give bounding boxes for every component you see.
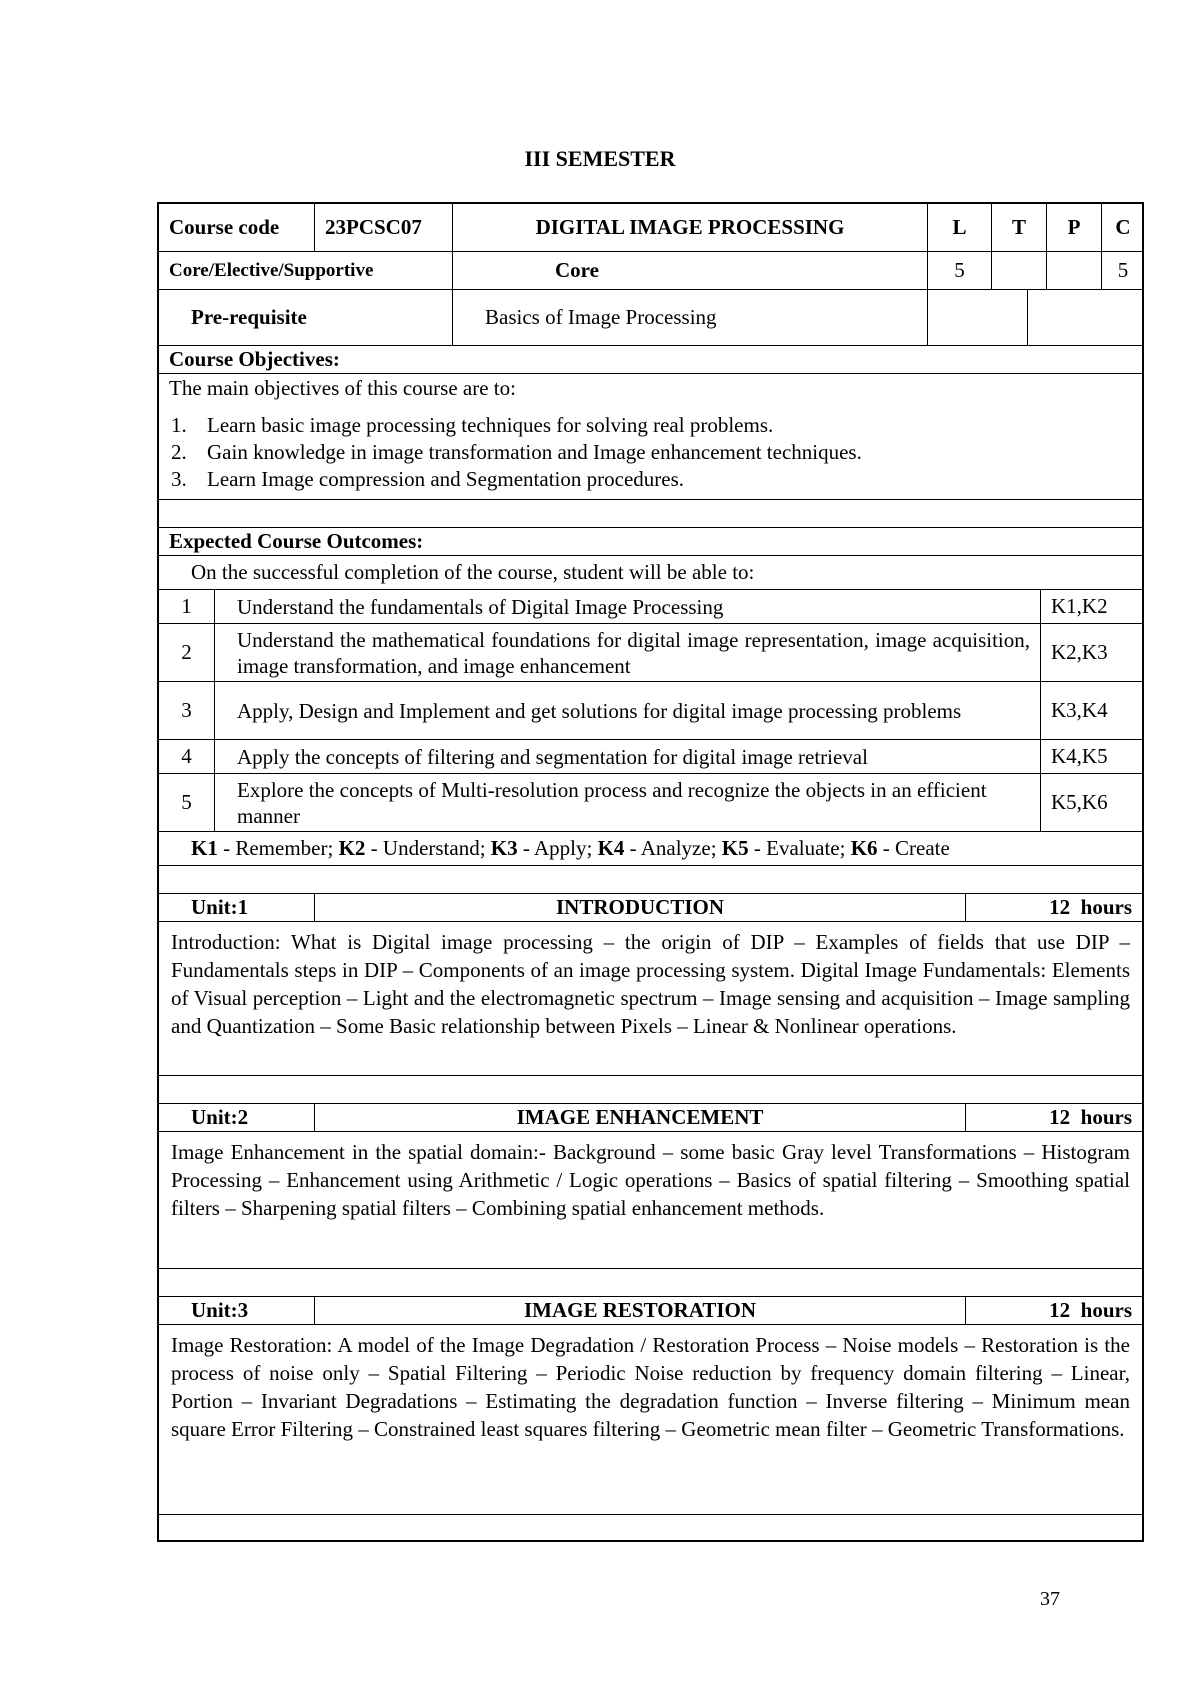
credit-l: 5 <box>927 252 991 289</box>
unit-content: Introduction: What is Digital image processing – the origin of DIP – Examples of fields that use DIP – Fundamentals steps in DIP – Components of an image processing system. Digital Image Fundamentals: Elements of Visual perception – Light and the electromagnetic spectrum – Image sensing and acquisition – Image sampling and Quantization – Some Basic relationship between Pixels – Linear & Nonlinear operations. <box>171 930 1130 1038</box>
knowledge-legend-row <box>159 832 1142 866</box>
legend-key: K2 <box>338 836 366 860</box>
outcome-row <box>159 590 1142 624</box>
page-heading: III SEMESTER <box>524 146 676 171</box>
legend-label: - Evaluate; <box>748 836 851 860</box>
outcome-text: Apply, Design and Implement and get solutions for digital image processing problems <box>237 698 962 723</box>
outcome-number: 4 <box>181 744 192 768</box>
knowledge-legend <box>159 832 1142 865</box>
unit-hours: 12 hours <box>965 894 1144 921</box>
objective-number: 3. <box>171 467 187 491</box>
unit-content: Image Restoration: A model of the Image Degradation / Restoration Process – Noise models – Restoration is the process of noise only – Spatial Filtering – Periodic Noise reduction by frequency domain filtering – Linear, Portion – Invariant Degradations – Estimating the degradation function – Inverse filtering – Minimum mean square Error Filtering – Constrained least squares filtering – Geometric mean filter – Geometric Transformations. <box>171 1333 1130 1441</box>
unit-title: IMAGE ENHANCEMENT <box>314 1104 965 1131</box>
prerequisite-blank-1 <box>927 290 1027 345</box>
syllabus-table <box>157 202 1144 1542</box>
legend-key: K1 <box>191 836 218 860</box>
outcome-number: 3 <box>181 698 192 722</box>
objective-text: Gain knowledge in image transformation and Image enhancement techniques. <box>207 440 862 464</box>
outcome-number: 2 <box>181 640 192 664</box>
category-value: Core <box>452 252 927 289</box>
outcome-knowledge-level: K2,K3 <box>1040 624 1144 681</box>
outcome-knowledge-level: K4,K5 <box>1040 740 1144 773</box>
outcome-text: Understand the mathematical foundations for digital image representation, image acquisition, image transformation, and image enhancement <box>237 627 1030 678</box>
unit-content: Image Enhancement in the spatial domain:- Background – some basic Gray level Transformations – Histogram Processing – Enhancement using Arithmetic / Logic operations – Basics of spatial filtering – Smoothing spatial filters – Sharpening spatial filters – Combining spatial enhancement methods. <box>171 1140 1130 1220</box>
outcome-row <box>159 774 1142 832</box>
course-code-label: Course code <box>169 215 280 239</box>
outcomes-heading-row <box>159 528 1142 556</box>
legend-key: K4 <box>597 836 625 860</box>
objective-text: Learn Image compression and Segmentation procedures. <box>207 467 685 491</box>
unit-content-row <box>159 1132 1142 1269</box>
unit-header-row <box>159 1297 1142 1325</box>
legend-label: - Create <box>877 836 950 860</box>
category-label: Core/Elective/Supportive <box>169 259 374 281</box>
page-number: 37 <box>1040 1588 1060 1610</box>
category-row <box>159 252 1142 290</box>
credit-c: 5 <box>1101 252 1144 289</box>
objective-number: 2. <box>171 440 187 464</box>
blank-row <box>159 1076 1142 1104</box>
prerequisite-label: Pre-requisite <box>191 305 307 329</box>
unit-label: Unit:1 <box>191 895 249 919</box>
outcome-number: 5 <box>181 790 192 814</box>
legend-label: - Understand; <box>365 836 491 860</box>
objectives-heading: Course Objectives: <box>169 347 340 371</box>
legend-label: - Remember; <box>217 836 339 860</box>
blank-row <box>159 1515 1142 1542</box>
outcome-text: Understand the fundamentals of Digital Image Processing <box>237 594 724 619</box>
outcome-row <box>159 682 1142 740</box>
credit-p <box>1046 252 1101 289</box>
legend-key: K6 <box>850 836 878 860</box>
prerequisite-blank-2 <box>1027 290 1144 345</box>
objectives-body <box>159 374 1142 500</box>
outcome-knowledge-level: K5,K6 <box>1040 774 1144 831</box>
unit-hours: 12 hours <box>965 1104 1144 1131</box>
objective-text: Learn basic image processing techniques for solving real problems. <box>207 413 774 437</box>
ltpc-label-l: L <box>927 204 991 251</box>
legend-label: - Apply; <box>517 836 598 860</box>
ltpc-label-p: P <box>1046 204 1101 251</box>
objective-item <box>159 412 1142 439</box>
outcome-row <box>159 740 1142 774</box>
credit-t <box>991 252 1046 289</box>
outcomes-intro: On the successful completion of the course, student will be able to: <box>191 560 755 584</box>
outcome-row <box>159 624 1142 682</box>
objectives-list <box>159 412 1142 493</box>
legend-key: K5 <box>721 836 749 860</box>
outcome-number: 1 <box>181 594 192 618</box>
objective-item <box>159 439 1142 466</box>
prerequisite-value: Basics of Image Processing <box>452 290 927 345</box>
outcomes-intro-row <box>159 556 1142 590</box>
objective-number: 1. <box>171 413 187 437</box>
unit-label: Unit:3 <box>191 1298 249 1322</box>
unit-header-row <box>159 1104 1142 1132</box>
outcome-knowledge-level: K1,K2 <box>1040 590 1144 623</box>
objectives-heading-row <box>159 346 1142 374</box>
objective-item <box>159 466 1142 493</box>
course-header-row <box>159 204 1142 252</box>
unit-title: INTRODUCTION <box>314 894 965 921</box>
ltpc-label-t: T <box>991 204 1046 251</box>
outcome-text: Explore the concepts of Multi-resolution process and recognize the objects in an efficient manner <box>237 777 987 828</box>
objectives-intro: The main objectives of this course are to: <box>169 376 516 400</box>
outcomes-heading: Expected Course Outcomes: <box>169 529 424 553</box>
unit-content-row <box>159 922 1142 1076</box>
legend-key: K3 <box>490 836 518 860</box>
ltpc-label-c: C <box>1101 204 1144 251</box>
course-title: DIGITAL IMAGE PROCESSING <box>452 204 927 251</box>
outcome-text: Apply the concepts of filtering and segmentation for digital image retrieval <box>237 744 868 769</box>
course-code-value: 23PCSC07 <box>314 204 452 251</box>
unit-title: IMAGE RESTORATION <box>314 1297 965 1324</box>
unit-label: Unit:2 <box>191 1105 249 1129</box>
unit-header-row <box>159 894 1142 922</box>
unit-content-row <box>159 1325 1142 1515</box>
prerequisite-row <box>159 290 1142 346</box>
legend-label: - Analyze; <box>624 836 722 860</box>
unit-hours: 12 hours <box>965 1297 1144 1324</box>
blank-row <box>159 1269 1142 1297</box>
blank-row <box>159 500 1142 528</box>
blank-row <box>159 866 1142 894</box>
outcome-knowledge-level: K3,K4 <box>1040 682 1144 739</box>
